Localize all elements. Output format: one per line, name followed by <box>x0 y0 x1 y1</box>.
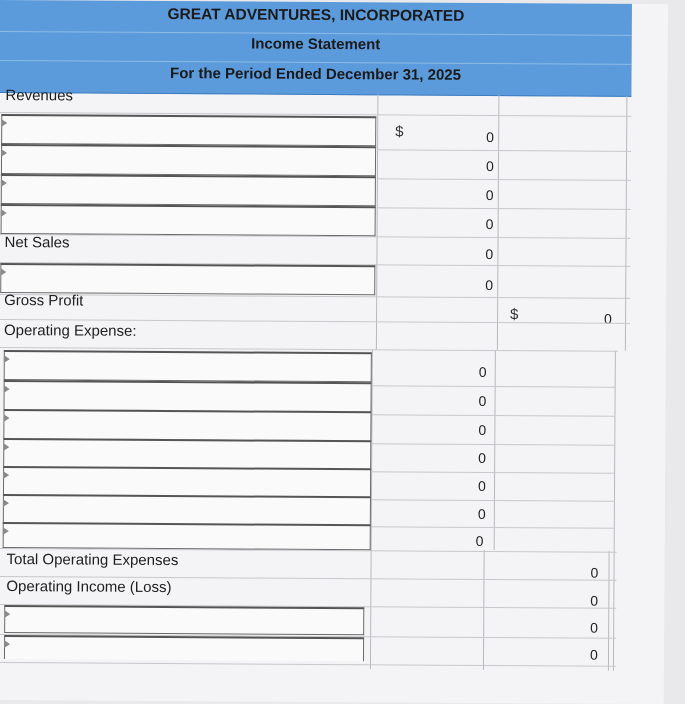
cost-amount[interactable]: 0 <box>485 276 494 294</box>
revenue-account-select-1[interactable] <box>1 114 376 146</box>
column-divider <box>494 350 496 550</box>
expense-account-select-7[interactable] <box>3 522 371 550</box>
revenue-account-select-3[interactable] <box>1 174 376 206</box>
column-divider <box>483 550 485 670</box>
row-divider <box>377 207 631 210</box>
net-sales-amount: 0 <box>485 245 494 263</box>
expense-amount-2[interactable]: 0 <box>478 392 487 409</box>
operating-expense-label: Operating Expense: <box>3 322 137 340</box>
expense-amount-1[interactable]: 0 <box>478 363 487 380</box>
row-divider <box>377 149 631 152</box>
company-name: GREAT ADVENTURES, INCORPORATED <box>167 6 465 25</box>
expense-account-select-1[interactable] <box>4 350 372 382</box>
operating-income-amount: 0 <box>590 592 599 609</box>
revenue-amount-2[interactable]: 0 <box>485 157 494 175</box>
column-divider <box>608 551 610 671</box>
currency-symbol: $ <box>395 123 404 141</box>
expense-account-select-3[interactable] <box>3 409 371 441</box>
gross-profit-label: Gross Profit <box>4 292 84 310</box>
other-amount-2: 0 <box>589 646 598 663</box>
currency-symbol: $ <box>510 306 519 324</box>
column-divider <box>376 94 379 349</box>
statement-title: Income Statement <box>251 35 381 54</box>
revenue-account-select-4[interactable] <box>1 204 376 236</box>
cost-account-select[interactable] <box>0 263 375 295</box>
row-divider <box>371 471 615 473</box>
row-divider <box>371 499 615 501</box>
gross-profit-amount: 0 <box>604 310 612 327</box>
net-sales-label: Net Sales <box>4 234 70 252</box>
expense-amount-6[interactable]: 0 <box>477 505 486 522</box>
column-divider <box>625 96 628 351</box>
revenues-label: Revenues <box>5 87 74 105</box>
column-divider <box>497 95 500 350</box>
row-divider <box>0 662 616 667</box>
other-account-select-1[interactable] <box>4 605 364 635</box>
other-account-select-2[interactable] <box>4 635 364 661</box>
statement-header <box>0 0 632 97</box>
expense-account-select-2[interactable] <box>3 380 371 412</box>
revenue-amount-3[interactable]: 0 <box>485 186 494 204</box>
expense-amount-7[interactable]: 0 <box>475 532 484 549</box>
other-amount-1: 0 <box>590 619 599 636</box>
expense-amount-3[interactable]: 0 <box>478 421 487 438</box>
revenue-amount-4[interactable]: 0 <box>485 215 494 233</box>
revenue-amount-1[interactable]: 0 <box>486 128 495 146</box>
row-divider <box>377 178 631 181</box>
statement-period: For the Period Ended December 31, 2025 <box>170 65 462 84</box>
total-operating-expenses-label: Total Operating Expenses <box>6 551 179 570</box>
operating-income-label: Operating Income (Loss) <box>6 578 172 597</box>
revenue-account-select-2[interactable] <box>1 144 376 176</box>
expense-amount-4[interactable]: 0 <box>478 449 487 466</box>
expense-amount-5[interactable]: 0 <box>477 477 486 494</box>
row-divider <box>371 443 615 445</box>
column-divider <box>613 351 616 671</box>
total-operating-expenses-amount: 0 <box>590 564 599 581</box>
